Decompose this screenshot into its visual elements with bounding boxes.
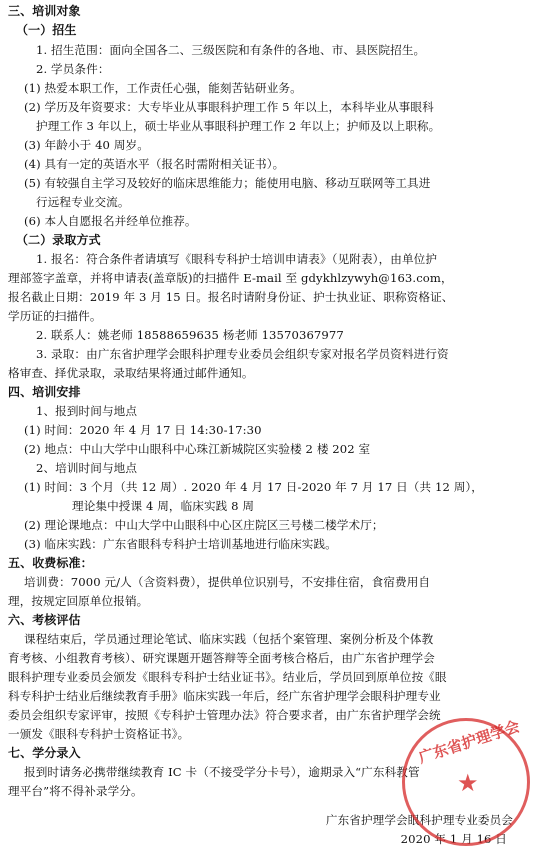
section-heading-3: 三、培训对象 (8, 4, 81, 18)
signature-date: 2020 年 1 月 16 日 (400, 832, 507, 846)
paragraph-line: (2) 理论课地点：中山大学中山眼科中心区庄院区三号楼二楼学术厅； (24, 518, 384, 532)
seal-text: 广东省护理学会 (416, 717, 522, 767)
paragraph-line: 理论集中授课 4 周，临床实践 8 周 (72, 499, 255, 513)
paragraph-line: 理平台”将不得补录学分。 (8, 784, 143, 798)
paragraph-line: (1) 热爱本职工作，工作责任心强，能刻苦钻研业务。 (24, 81, 302, 95)
section-heading-4: 四、培训安排 (8, 385, 81, 399)
paragraph-line: (2) 学历及年资要求：大专毕业从事眼科护理工作 5 年以上，本科毕业从事眼科 (24, 100, 434, 114)
section-heading-7: 七、学分录入 (8, 746, 81, 760)
paragraph-line: 一颁发《眼科专科护士资格证书》。 (8, 727, 190, 741)
paragraph-line: 理部签字盖章，并将申请表(盖章版)的扫描件 E-mail 至 gdykhlzywyh@163.com， (8, 271, 453, 285)
signature-organization: 广东省护理学会眼科护理专业委员会 (325, 813, 513, 827)
paragraph-line: 1. 招生范围：面向全国各二、三级医院和有条件的各地、市、县医院招生。 (36, 43, 426, 57)
seal-star-icon: ★ (457, 769, 479, 797)
subsection-heading-enroll: （一）招生 (16, 23, 77, 37)
paragraph-line: (4) 具有一定的英语水平（报名时需附相关证书）。 (24, 157, 285, 171)
paragraph-line: (1) 时间：3 个月（共 12 周）. 2020 年 4 月 17 日-2020 年 7 月 17 日（共 12 周）， (24, 480, 484, 494)
section-heading-6: 六、考核评估 (8, 613, 81, 627)
paragraph-line: 报名截止日期：2019 年 3 月 15 日。报名时请附身份证、护士执业证、职称资格证、 (8, 290, 454, 304)
paragraph-line: 学历证的扫描件。 (8, 309, 102, 323)
paragraph-line: (3) 年龄小于 40 周岁。 (24, 138, 149, 152)
paragraph-line: 报到时请务必携带继续教育 IC 卡（不接受学分卡号），逾期录入“广东科教管 (24, 765, 420, 779)
paragraph-line: 格审查、择优录取，录取结果将通过邮件通知。 (8, 366, 254, 380)
subsection-heading-admission: （二）录取方式 (16, 233, 101, 247)
paragraph-line: 理，按规定回原单位报销。 (8, 594, 149, 608)
paragraph-line: 3. 录取：由广东省护理学会眼科护理专业委员会组织专家对报名学员资料进行资 (36, 347, 449, 361)
paragraph-line: 眼科护理专业委员会颁发《眼科专科护士结业证书》。结业后，学员回到原单位按《眼 (8, 670, 447, 684)
paragraph-line: 委员会组织专家评审，按照《专科护士管理办法》符合要求者，由广东省护理学会统 (8, 708, 441, 722)
paragraph-line: 2、培训时间与地点 (36, 461, 138, 475)
section-heading-5: 五、收费标准： (8, 556, 93, 570)
paragraph-line: (6) 本人自愿报名并经单位推荐。 (24, 214, 197, 228)
paragraph-line: (1) 时间：2020 年 4 月 17 日 14:30-17:30 (24, 423, 262, 437)
paragraph-line: 护理工作 3 年以上，硕士毕业从事眼科护理工作 2 年以上；护师及以上职称。 (36, 119, 441, 133)
paragraph-line: 1. 报名：符合条件者请填写《眼科专科护士培训申请表》（见附表），由单位护 (36, 252, 438, 266)
paragraph-line: 培训费：7000 元/人（含资料费），提供单位识别号，不安排住宿，食宿费用自 (24, 575, 431, 589)
contact-line: 2. 联系人：姚老师 18588659635 杨老师 13570367977 (36, 328, 344, 342)
paragraph-line: 2. 学员条件： (36, 62, 110, 76)
paragraph-line: (2) 地点：中山大学中山眼科中心珠江新城院区实验楼 2 楼 202 室 (24, 442, 371, 456)
official-seal (402, 718, 530, 846)
paragraph-line: (3) 临床实践：广东省眼科专科护士培训基地进行临床实践。 (24, 537, 337, 551)
paragraph-line: 科专科护士结业后继续教育手册》临床实践一年后，经广东省护理学会眼科护理专业 (8, 689, 441, 703)
paragraph-line: 课程结束后，学员通过理论笔试、临床实践（包括个案管理、案例分析及个体教 (24, 632, 434, 646)
paragraph-line: (5) 有较强自主学习及较好的临床思维能力；能使用电脑、移动互联网等工具进 (24, 176, 431, 190)
paragraph-line: 育考核、小组教育考核）、研究课题开题答辩等全面考核合格后，由广东省护理学会 (8, 651, 435, 665)
paragraph-line: 1、报到时间与地点 (36, 404, 138, 418)
paragraph-line: 行远程专业交流。 (36, 195, 130, 209)
